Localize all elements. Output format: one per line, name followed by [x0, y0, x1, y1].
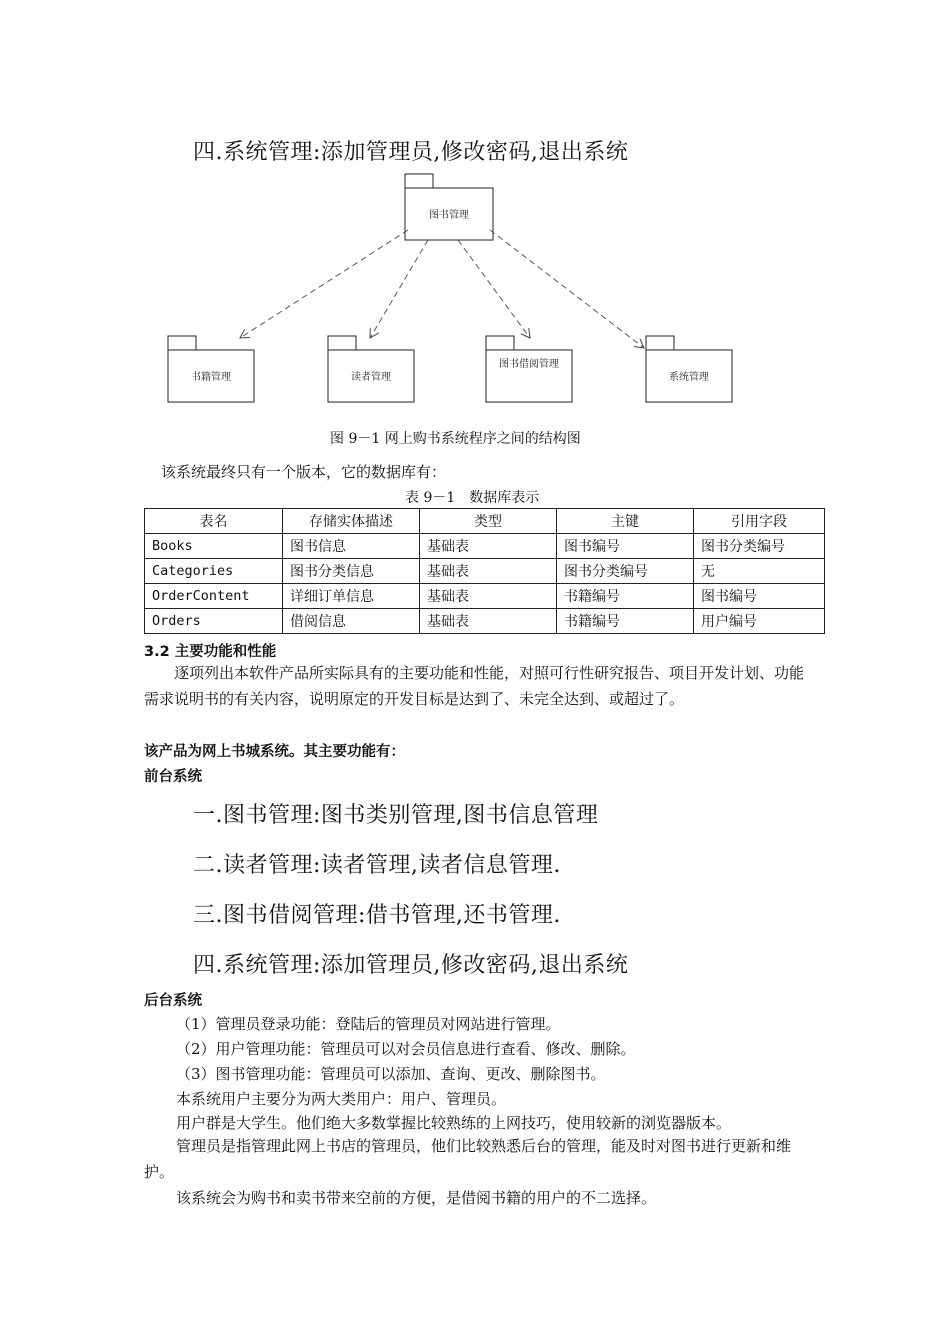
table-cell: 书籍编号 — [557, 584, 694, 609]
package-system — [646, 336, 732, 402]
table-caption: 表 9－1 数据库表示 — [405, 490, 540, 506]
front-item: 四.系统管理:添加管理员,修改密码,退出系统 — [193, 953, 629, 978]
table-cell: 借阅信息 — [283, 609, 420, 634]
table-header: 引用字段 — [694, 509, 825, 534]
table-row — [145, 609, 825, 634]
back-item: （2）用户管理功能：管理员可以对会员信息进行查看、修改、删除。 — [176, 1040, 636, 1058]
table-header: 存储实体描述 — [283, 509, 420, 534]
table-cell: Books — [145, 534, 283, 559]
back-item: （1）管理员登录功能：登陆后的管理员对网站进行管理。 — [176, 1015, 561, 1033]
table-cell: 基础表 — [420, 609, 557, 634]
table-cell: OrderContent — [145, 584, 283, 609]
table-header: 类型 — [420, 509, 557, 534]
package-books — [168, 336, 254, 402]
table-cell: 图书分类编号 — [557, 559, 694, 584]
section-title: 3.2 主要功能和性能 — [144, 644, 277, 660]
closing-line: 该系统会为购书和卖书带来空前的方便，是借阅书籍的用户的不二选择。 — [176, 1189, 657, 1207]
back-item: （3）图书管理功能：管理员可以添加、查询、更改、删除图书。 — [176, 1065, 606, 1083]
table-cell: 书籍编号 — [557, 609, 694, 634]
table-row — [145, 584, 825, 609]
user-group-line: 用户群是大学生。他们绝大多数掌握比较熟练的上网技巧，使用较新的浏览器版本。 — [176, 1114, 732, 1132]
package-readers-label: 读者管理 — [351, 372, 391, 383]
front-item: 二.读者管理:读者管理,读者信息管理. — [193, 853, 561, 878]
table-cell: 基础表 — [420, 584, 557, 609]
package-borrow — [486, 336, 572, 402]
section-paragraph: 逐项列出本软件产品所实际具有的主要功能和性能，对照可行性研究报告、项目开发计划、功能需求说明书的有关内容，说明原定的开发目标是达到了、未完全达到、或超过了。 — [144, 664, 805, 708]
table-cell: 图书分类编号 — [694, 534, 825, 559]
table-cell: 基础表 — [420, 559, 557, 584]
package-root-label: 图书管理 — [429, 210, 469, 221]
top-heading: 四.系统管理:添加管理员,修改密码,退出系统 — [193, 140, 629, 165]
table-cell: 基础表 — [420, 534, 557, 559]
table-cell: Categories — [145, 559, 283, 584]
table-cell: Orders — [145, 609, 283, 634]
table-cell: 图书分类信息 — [283, 559, 420, 584]
table-cell: 用户编号 — [694, 609, 825, 634]
front-item: 一.图书管理:图书类别管理,图书信息管理 — [193, 803, 599, 828]
intro-line: 该系统最终只有一个版本，它的数据库有： — [161, 463, 447, 481]
user-types-line: 本系统用户主要分为两大类用户：用户、管理员。 — [176, 1090, 507, 1108]
package-readers — [328, 336, 414, 402]
table-cell: 图书信息 — [283, 534, 420, 559]
table-header: 表名 — [145, 509, 283, 534]
table-header: 主键 — [557, 509, 694, 534]
table-header-row — [145, 509, 825, 534]
package-root — [405, 174, 493, 240]
package-borrow-label: 图书借阅管理 — [499, 359, 559, 370]
front-item: 三.图书借阅管理:借书管理,还书管理. — [193, 903, 561, 928]
table-cell: 详细订单信息 — [283, 584, 420, 609]
product-line: 该产品为网上书城系统。其主要功能有： — [144, 744, 405, 760]
table-row — [145, 534, 825, 559]
figure-caption: 图 9－1 网上购书系统程序之间的结构图 — [330, 431, 581, 447]
table-cell: 图书编号 — [557, 534, 694, 559]
dependency-arrow — [490, 230, 644, 348]
package-system-label: 系统管理 — [669, 372, 709, 383]
back-system-title: 后台系统 — [144, 993, 202, 1009]
dependency-arrow — [370, 240, 428, 338]
package-books-label: 书籍管理 — [191, 372, 231, 383]
database-table — [144, 508, 825, 634]
admin-paragraph: 管理员是指管理此网上书店的管理员，他们比较熟悉后台的管理，能及时对图书进行更新和维护。 — [144, 1137, 792, 1181]
table-cell: 图书编号 — [694, 584, 825, 609]
front-system-title: 前台系统 — [144, 769, 202, 785]
table-row — [145, 559, 825, 584]
dependency-arrow — [240, 230, 408, 338]
dependency-arrow — [458, 240, 530, 338]
table-cell: 无 — [694, 559, 825, 584]
structure-diagram — [160, 170, 760, 410]
